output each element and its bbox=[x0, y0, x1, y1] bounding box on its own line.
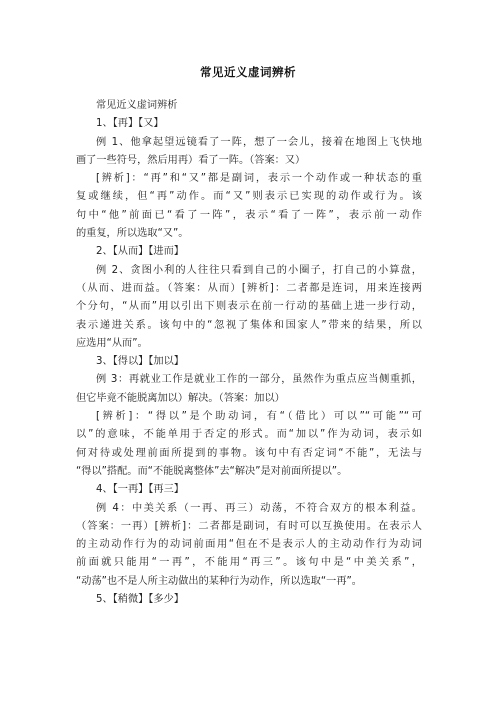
example-4-line-1: 例 4：中美关系（一再、再三）动荡，不符合双方的根本利益。 bbox=[96, 502, 422, 514]
section-heading-3: 3、【得以】【加以】 bbox=[96, 356, 184, 368]
analysis-1-line-2: 复或继续，但“再”动作。而“又”则表示已实现的动作或行为。该 bbox=[76, 191, 422, 203]
example-1-line-1: 例 1、他拿起望远镜看了一阵，想了一会儿，接着在地图上飞快地 bbox=[96, 136, 422, 148]
example-4-line-4: 前面就只能用“一再”，不能用“再三”。该句中是“中美关系”， bbox=[76, 557, 422, 569]
example-2-line-1: 例 2、贪图小利的人往往只看到自己的小圈子，打自己的小算盘， bbox=[96, 264, 422, 276]
example-2-line-4: 表示递进关系。该句中的“忽视了集体和国家人”带来的结果，所以 bbox=[76, 319, 422, 331]
section-heading-4: 4、【一再】【再三】 bbox=[96, 484, 184, 496]
analysis-3-line-4: “得以”搭配。而“不能脱离整体”去“解决”是对前面所提以”。 bbox=[76, 465, 348, 477]
example-4-line-3: 的主动动作行为的动词前面用“但在不是表示人的主动动作行为动词 bbox=[76, 539, 422, 551]
section-heading-1: 1、【再】【又】 bbox=[96, 118, 164, 130]
example-2-line-5: 应选用“从而”。 bbox=[76, 337, 148, 349]
example-2-line-2: （从而、进而益。（答案：从而）[辨析]：二者都是连词，用来连接两 bbox=[76, 282, 422, 294]
example-4-line-5: “动荡”也不是人所主动做出的某种行为动作，所以选取“一再”。 bbox=[76, 575, 362, 587]
analysis-3-line-3: 何对待或处理前面所提到的事物。该句中有否定词“不能”，无法与 bbox=[76, 447, 422, 459]
document-title: 常见近义虚词辨析 bbox=[200, 65, 296, 79]
document-body bbox=[76, 97, 422, 609]
subtitle-line: 常见近义虚词辨析 bbox=[96, 100, 178, 111]
example-3-line-1: 例 3：再就业工作是就业工作的一部分，虽然作为重点应当侧重抓， bbox=[96, 374, 422, 386]
analysis-1-line-1: [辨析]：“再”和“又”都是副词，表示一个动作或一种状态的重 bbox=[96, 173, 422, 185]
example-4-line-2: （答案：一再）[辨析]：二者都是副词，有时可以互换使用。在表示人 bbox=[76, 520, 422, 532]
analysis-3-line-1: [辨析]：“得以”是个助动词，有“（借比）可以”“可能”“可 bbox=[96, 411, 422, 423]
analysis-3-line-2: 以”的意味，不能单用于否定的形式。而“加以”作为动词，表示如 bbox=[76, 429, 422, 441]
section-heading-5: 5、【稍微】【多少】 bbox=[96, 594, 184, 606]
example-2-line-3: 个分句，“从而”用以引出下则表示在前一行动的基础上进一步行动， bbox=[76, 301, 422, 313]
example-1-line-2: 画了一些符号，然后用再）看了一阵。（答案：又） bbox=[76, 154, 306, 166]
analysis-1-line-3: 句中“他”前面已“看了一阵”，表示“看了一阵”，表示前一动作 bbox=[76, 209, 422, 221]
section-heading-2: 2、【从而】【进而】 bbox=[96, 246, 184, 258]
example-3-line-2: 但它毕竟不能脱离加以）解决。（答案：加以） bbox=[76, 392, 285, 404]
analysis-1-line-4: 的重复，所以选取“又”。 bbox=[76, 228, 189, 240]
